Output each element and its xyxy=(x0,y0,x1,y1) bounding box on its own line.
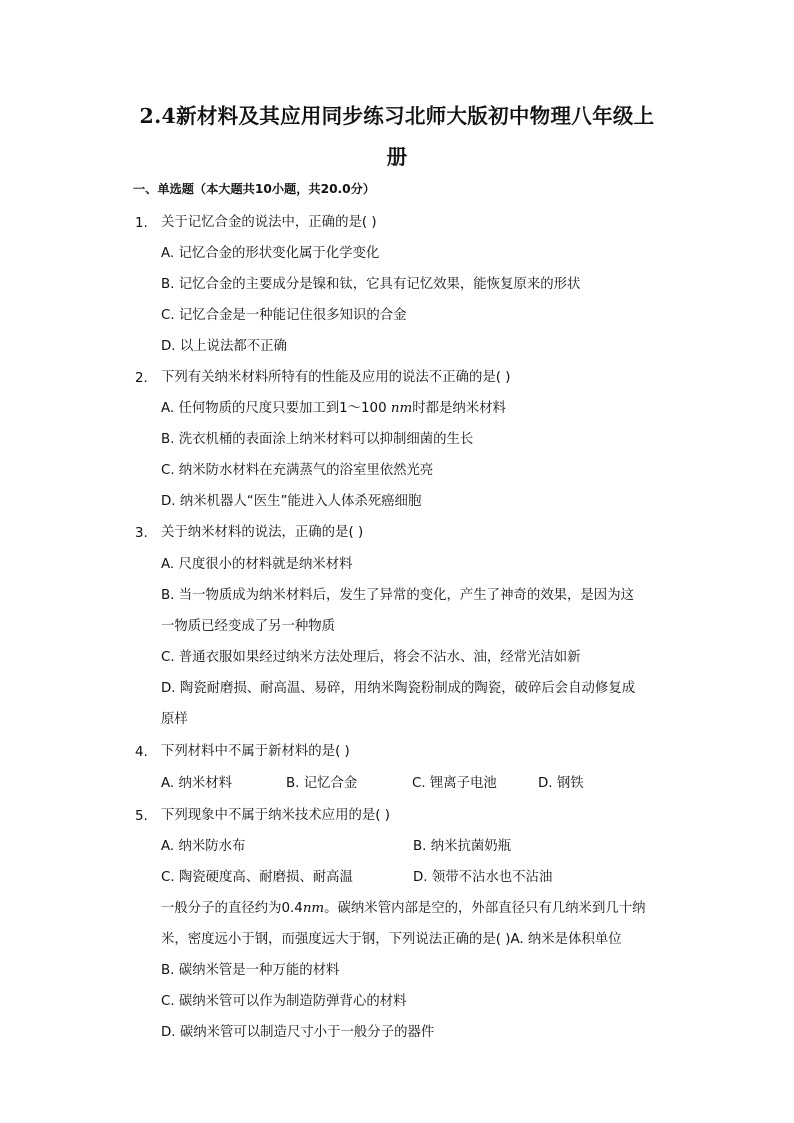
option-c: C. 纳米防水材料在充满蒸气的浴室里依然光亮 xyxy=(161,463,434,478)
option-a: A. 纳米防水布 xyxy=(161,839,246,854)
option-c: C. 记忆合金是一种能记住很多知识的合金 xyxy=(161,308,407,323)
question-stem: 下列材料中不属于新材料的是( ) xyxy=(161,744,350,759)
question-stem: 关于纳米材料的说法，正确的是( ) xyxy=(161,525,364,540)
option-b: B. 碳纳米管是一种万能的材料 xyxy=(161,963,340,978)
document-title xyxy=(120,96,674,178)
question-stem-text: 一般分子的直径约为0.4 xyxy=(161,901,303,916)
option-d: D. 纳米机器人“医生”能进入人体杀死癌细胞 xyxy=(161,494,422,509)
option-b: B. 记忆合金 xyxy=(286,776,358,791)
option-b: B. 纳米抗菌奶瓶 xyxy=(413,839,512,854)
option-d: D. 钢铁 xyxy=(538,776,584,791)
question-number: 3. xyxy=(135,526,148,541)
question-stem-text-end: 。碳纳米管内部是空的，外部直径只有几纳米到几十纳 xyxy=(324,901,646,916)
question-stem: 下列有关纳米材料所特有的性能及应用的说法不正确的是( ) xyxy=(161,370,511,385)
title-line-1: 2.4新材料及其应用同步练习北师大版初中物理八年级上 xyxy=(139,104,655,128)
option-a: A. 纳米材料 xyxy=(161,776,232,791)
option-b: B. 记忆合金的主要成分是镍和钛，它具有记忆效果，能恢复原来的形状 xyxy=(161,277,581,292)
option-c: C. 锂离子电池 xyxy=(412,776,497,791)
option-b: B. 当一物质成为纳米材料后，发生了异常的变化，产生了神奇的效果，是因为这 xyxy=(161,588,634,603)
option-d: D. 碳纳米管可以制造尺寸小于一般分子的器件 xyxy=(161,1025,435,1040)
question-number: 5. xyxy=(135,809,148,824)
question-stem: 关于记忆合金的说法中，正确的是( ) xyxy=(161,215,377,230)
question-number: 4. xyxy=(135,745,148,760)
option-c: C. 陶瓷硬度高、耐磨损、耐高温 xyxy=(161,870,353,885)
option-a: A. 尺度很小的材料就是纳米材料 xyxy=(161,557,353,572)
option-c: C. 普通衣服如果经过纳米方法处理后，将会不沾水、油，经常光洁如新 xyxy=(161,650,581,665)
option-d: D. 陶瓷耐磨损、耐高温、易碎，用纳米陶瓷粉制成的陶瓷，破碎后会自动修复成 xyxy=(161,681,636,696)
question-stem-continued: 米，密度远小于钢，而强度远大于钢，下列说法正确的是( )A. 纳米是体积单位 xyxy=(161,932,622,947)
option-a xyxy=(161,400,506,418)
question-number: 2. xyxy=(135,371,148,386)
option-a: A. 记忆合金的形状变化属于化学变化 xyxy=(161,246,380,261)
option-d: D. 领带不沾水也不沾油 xyxy=(413,870,553,885)
option-b: B. 洗衣机桶的表面涂上纳米材料可以抑制细菌的生长 xyxy=(161,432,474,447)
option-d: D. 以上说法都不正确 xyxy=(161,339,287,354)
option-d-continued: 原样 xyxy=(161,712,188,727)
section-header: 一、单选题（本大题共10小题，共20.0分） xyxy=(133,182,376,196)
option-c: C. 碳纳米管可以作为制造防弹背心的材料 xyxy=(161,994,407,1009)
question-stem: 下列现象中不属于纳米技术应用的是( ) xyxy=(161,808,390,823)
unit-nm: nm xyxy=(390,401,413,416)
option-a-text: A. 任何物质的尺度只要加工到1～100 xyxy=(161,401,387,416)
unit-nm: nm xyxy=(302,901,325,916)
question-number: 1. xyxy=(135,216,148,231)
question-stem xyxy=(161,900,646,918)
option-a-text-end: 时都是纳米材料 xyxy=(412,401,506,416)
title-line-2: 册 xyxy=(386,145,408,169)
option-b-continued: 一物质已经变成了另一种物质 xyxy=(161,619,336,634)
